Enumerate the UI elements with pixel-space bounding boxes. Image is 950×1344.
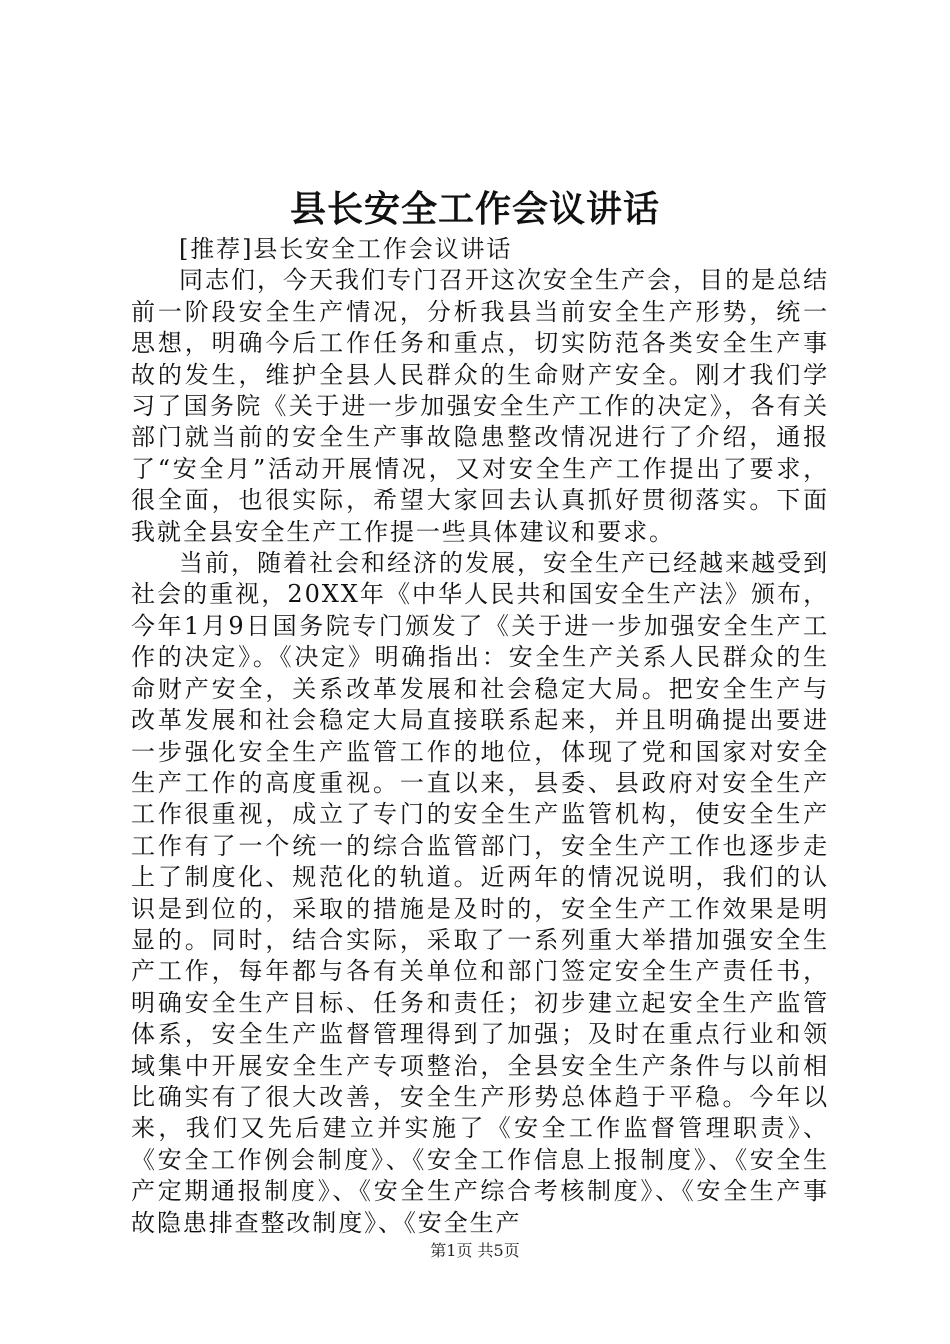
document-title: 县长安全工作会议讲话 xyxy=(289,188,660,230)
body-paragraph: 当前，随着社会和经济的发展，安全生产已经越来越受到社会的重视，20XX年《中华人民共和国安全生产法》颁布，今年1月9日国务院专门颁发了《关于进一步加强安全生产工作的决定》。《决定》明确指出：安全生产关系人民群众的生命财产安全，关系改革发展和社会稳定大局。把安全生产与改革发展和社会稳定大局直接联系起来，并且明确提出要进一步强化安全生产监管工作的地位，体现了党和国家对安全生产工作的高度重视。一直以来，县委、县政府对安全生产工作很重视，成立了专门的安全生产监管机构，使安全生产工作有了一个统一的综合监管部门，安全生产工作也逐步走上了制度化、规范化的轨道。近两年的情况说明，我们的认识是到位的，采取的措施是及时的，安全生产工作效果是明显的。同时，结合实际，采取了一系列重大举措加强安全生产工作，每年都与各有关单位和部门签定安全生产责任书，明确安全生产目标、任务和责任；初步建立起安全生产监管体系，安全生产监督管理得到了加强；及时在重点行业和领域集中开展安全生产专项整治，全县安全生产条件与以前相比确实有了很大改善，安全生产形势总体趋于平稳。今年以来，我们又先后建立并实施了《安全工作监督管理职责》、《安全工作例会制度》、《安全工作信息上报制度》、《安全生产定期通报制度》、《安全生产综合考核制度》、《安全生产事故隐患排查整改制度》、《安全生产 xyxy=(131,549,829,1237)
document-body xyxy=(131,234,829,1239)
page-footer: 第1页 共5页 xyxy=(430,1241,520,1260)
body-paragraph: 同志们，今天我们专门召开这次安全生产会，目的是总结前一阶段安全生产情况，分析我县当前安全生产形势，统一思想，明确今后工作任务和重点，切实防范各类安全生产事故的发生，维护全县人民群众的生命财产安全。刚才我们学习了国务院《关于进一步加强安全生产工作的决定》，各有关部门就当前的安全生产事故隐患整改情况进行了介绍，通报了“安全月”活动开展情况，又对安全生产工作提出了要求，很全面，也很实际，希望大家回去认真抓好贯彻落实。下面我就全县安全生产工作提一些具体建议和要求。 xyxy=(131,266,829,546)
subtitle-paragraph: [推荐]县长安全工作会议讲话 xyxy=(179,235,513,263)
